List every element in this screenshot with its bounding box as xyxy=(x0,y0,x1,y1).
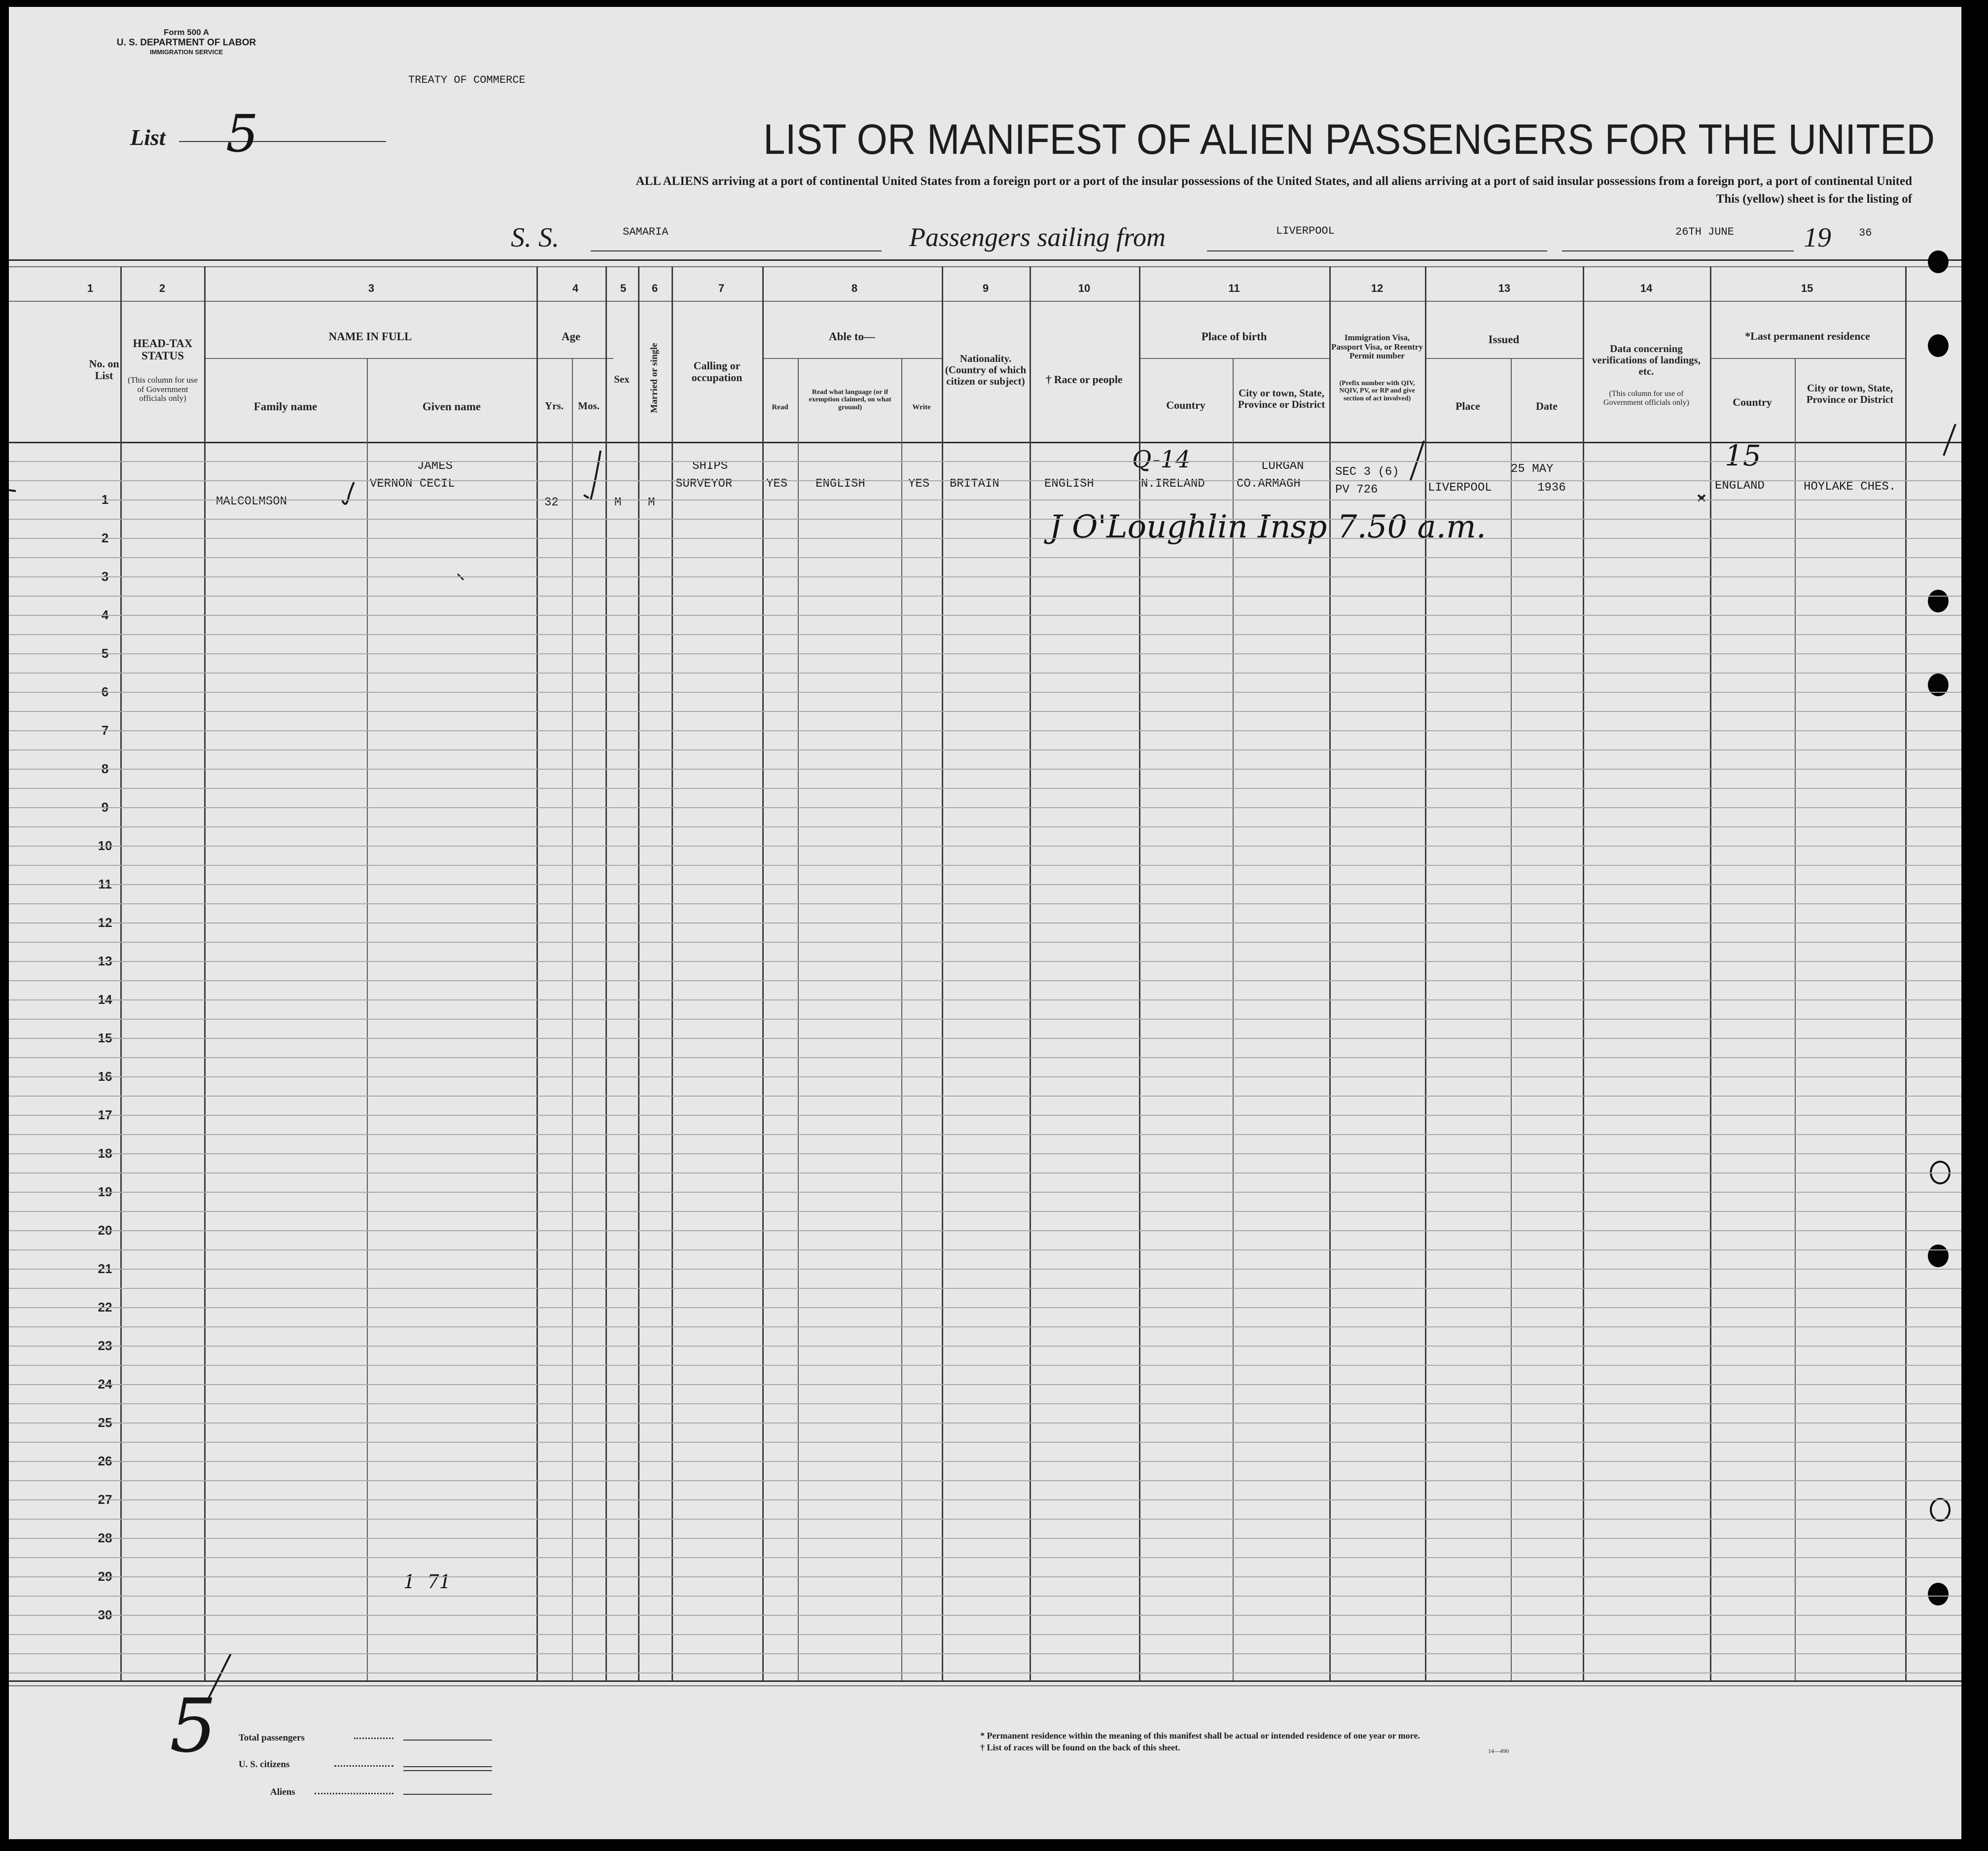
manifest-subtitle-1: ALL ALIENS arriving at a port of continental United States from a foreign port or a port of the insular possessions of the United States, and all aliens arriving at a port of said insular possessions from a foreign port, a port of continental United xyxy=(636,175,1912,188)
manifest-subtitle-2: This (yellow) sheet is for the listing of xyxy=(1716,192,1912,206)
hdr-issued-place: Place xyxy=(1455,400,1481,412)
hdr-read-language: Read what language (or if exemption claimed, on what ground) xyxy=(809,389,891,411)
row-rule xyxy=(9,538,1961,539)
entry-age-yrs: 32 xyxy=(544,496,559,509)
row-rule xyxy=(9,1634,1961,1635)
entry-res-city: HOYLAKE CHES. xyxy=(1804,480,1896,494)
row-number: 30 xyxy=(98,1607,112,1622)
entry-issued-date-1: 25 MAY xyxy=(1511,463,1554,476)
colnum-8: 8 xyxy=(851,282,858,294)
margin-mark xyxy=(9,490,16,491)
row-rule xyxy=(9,730,1961,731)
punch-hole xyxy=(1928,590,1949,612)
row-number: 15 xyxy=(98,1031,112,1045)
row-number: 23 xyxy=(98,1338,112,1353)
footer-dots-1 xyxy=(354,1738,393,1739)
year-prefix: 19 xyxy=(1804,222,1831,253)
hdr-last-residence: *Last permanent residence xyxy=(1745,330,1870,342)
colnum-4: 4 xyxy=(572,282,579,294)
entry-nationality: BRITAIN xyxy=(950,477,999,491)
row-rule xyxy=(9,1134,1961,1135)
row-rule xyxy=(9,1615,1961,1616)
hdr-nationality: Nationality. (Country of which citizen or subject) xyxy=(945,353,1027,388)
row-rule xyxy=(9,884,1961,885)
colnum-7: 7 xyxy=(718,282,725,294)
manifest-title: LIST OR MANIFEST OF ALIEN PASSENGERS FOR THE UNITED xyxy=(763,116,1935,163)
hdr-age-mos: Mos. xyxy=(578,400,600,412)
form-number: Form 500 A xyxy=(164,28,209,37)
row-rule xyxy=(9,653,1961,654)
row-rule xyxy=(9,923,1961,924)
punch-hole xyxy=(1930,1498,1951,1522)
row-rule xyxy=(9,634,1961,635)
colnum-15: 15 xyxy=(1801,282,1813,294)
colnum-14: 14 xyxy=(1640,282,1653,294)
row-rule xyxy=(9,461,1961,462)
dash-mark-mos xyxy=(584,495,589,498)
hdr-head-tax: HEAD-TAX STATUS xyxy=(133,337,193,362)
footer-line-1 xyxy=(403,1740,492,1741)
entry-write: YES xyxy=(908,477,930,491)
row-rule xyxy=(9,1096,1961,1097)
entry-issued-place: LIVERPOOL xyxy=(1428,481,1492,495)
hdr-sex: Sex xyxy=(614,373,630,385)
entry-occupation-2: SURVEYOR xyxy=(675,477,733,491)
footer-us-citizens: U. S. citizens xyxy=(239,1759,290,1770)
handwritten-birth-mark: Q-14 xyxy=(1132,446,1191,473)
row-number: 21 xyxy=(98,1261,112,1276)
hdr-landing: Data concerning verifications of landings, etc. xyxy=(1592,343,1701,378)
colnum-3: 3 xyxy=(368,282,375,294)
footer-note-races: † List of races will be found on the back of this sheet. xyxy=(980,1743,1180,1752)
row-rule xyxy=(9,1192,1961,1193)
footer-line-3 xyxy=(403,1794,492,1795)
row-rule xyxy=(9,826,1961,827)
row-rule xyxy=(9,807,1961,808)
check-mark-mos xyxy=(591,451,601,500)
row-number: 22 xyxy=(98,1300,112,1315)
row-rule xyxy=(9,1596,1961,1597)
row-rule xyxy=(9,1288,1961,1289)
row-number: 17 xyxy=(98,1107,112,1122)
hdr-write: Write xyxy=(912,403,931,411)
row-rule xyxy=(9,865,1961,866)
port-name: LIVERPOOL xyxy=(1276,225,1335,237)
hdr-family-name: Family name xyxy=(253,400,318,413)
row-number: 25 xyxy=(98,1415,112,1430)
row-number: 10 xyxy=(98,838,112,853)
row-number: 6 xyxy=(101,684,109,699)
row-rule xyxy=(9,1038,1961,1039)
hdr-issued-date: Date xyxy=(1536,400,1558,412)
entry-race: ENGLISH xyxy=(1044,477,1094,491)
row-rule xyxy=(9,499,1961,500)
row-number: 13 xyxy=(98,954,112,968)
row-rule xyxy=(9,1557,1961,1558)
row-rule xyxy=(9,749,1961,750)
entry-visa-2: PV 726 xyxy=(1335,483,1378,497)
footer-note-residence: * Permanent residence within the meaning of this manifest shall be actual or intended residence of one year or more. xyxy=(980,1731,1420,1741)
row-number: 7 xyxy=(101,723,109,738)
row-rule xyxy=(9,1403,1961,1404)
row-rule xyxy=(9,1076,1961,1077)
entry-res-country: ENGLAND xyxy=(1715,479,1765,493)
punch-hole xyxy=(1928,334,1949,357)
check-mark-family xyxy=(342,482,354,504)
footer-line-2b xyxy=(403,1770,492,1771)
row-rule xyxy=(9,615,1961,616)
row-rule xyxy=(9,1461,1961,1462)
row-rule xyxy=(9,903,1961,904)
entry-birth-city-2: CO.ARMAGH xyxy=(1237,477,1301,491)
row-rule xyxy=(9,1423,1961,1424)
row-rule xyxy=(9,1269,1961,1270)
row-rule xyxy=(9,673,1961,674)
footer-total-passengers: Total passengers xyxy=(239,1733,305,1743)
list-label: List xyxy=(130,125,166,150)
colnum-1: 1 xyxy=(87,282,94,294)
row-rule xyxy=(9,1307,1961,1308)
row-rule xyxy=(9,557,1961,558)
hdr-birth-city: City or town, State, Province or District xyxy=(1238,387,1325,411)
row-rule xyxy=(9,596,1961,597)
row-rule xyxy=(9,1499,1961,1500)
hdr-place-of-birth: Place of birth xyxy=(1201,330,1267,343)
slash-mark-right xyxy=(1944,424,1955,456)
entry-birth-country: N.IRELAND xyxy=(1141,477,1205,491)
row-rule xyxy=(9,519,1961,520)
hdr-age-yrs: Yrs. xyxy=(545,400,564,412)
row-rule xyxy=(9,1480,1961,1481)
colnum-9: 9 xyxy=(982,282,989,294)
ship-name: SAMARIA xyxy=(623,226,669,238)
hdr-visa: Immigration Visa, Passport Visa, or Reentry Permit number xyxy=(1331,333,1423,361)
footer-dots-2 xyxy=(334,1765,393,1767)
list-number: 5 xyxy=(226,104,259,164)
row-number: 14 xyxy=(98,992,112,1007)
row-number: 24 xyxy=(98,1377,112,1391)
service-name: IMMIGRATION SERVICE xyxy=(149,48,223,56)
row-rule xyxy=(9,480,1961,481)
row-rule xyxy=(9,1211,1961,1212)
handwritten-signature: J O'Loughlin Insp 7.50 a.m. xyxy=(1049,509,1487,545)
hdr-name-in-full: NAME IN FULL xyxy=(328,330,412,343)
row-rule xyxy=(9,1230,1961,1231)
hdr-no-on-list: No. on List xyxy=(89,357,119,382)
colnum-13: 13 xyxy=(1498,282,1511,294)
row-number: 2 xyxy=(101,531,109,545)
sailing-label: Passengers sailing from xyxy=(909,222,1166,252)
row-rule xyxy=(9,961,1961,962)
footer-form-code: 14—490 xyxy=(1488,1747,1509,1754)
colnum-12: 12 xyxy=(1371,282,1384,294)
treaty-stamp: TREATY OF COMMERCE xyxy=(408,74,526,86)
row-number: 1 xyxy=(101,492,109,507)
handwritten-residence-mark: 15 xyxy=(1725,439,1761,472)
row-number: 3 xyxy=(101,569,109,584)
department-name: U. S. DEPARTMENT OF LABOR xyxy=(116,37,256,48)
hdr-birth-country: Country xyxy=(1166,399,1206,411)
row-rule xyxy=(9,711,1961,712)
hdr-calling: Calling or occupation xyxy=(691,359,743,384)
hdr-visa-note: (Prefix number with QIV, NQIV, PV, or RP and give section of act involved) xyxy=(1339,380,1415,402)
colnum-5: 5 xyxy=(620,282,627,294)
hdr-given-name: Given name xyxy=(422,400,481,413)
row-rule xyxy=(9,576,1961,577)
row-rule xyxy=(9,846,1961,847)
row-number: 12 xyxy=(98,915,112,930)
entry-issued-date-2: 1936 xyxy=(1537,481,1566,495)
ss-label: S. S. xyxy=(511,222,559,253)
row-rule xyxy=(9,1115,1961,1116)
row-number: 8 xyxy=(101,761,109,776)
handwritten-row29-note: 1 71 xyxy=(403,1571,451,1593)
row-rule xyxy=(9,1153,1961,1154)
row-number: 20 xyxy=(98,1223,112,1238)
year-suffix: 36 xyxy=(1859,227,1872,239)
hdr-able-to: Able to— xyxy=(829,330,875,343)
entry-given-name-1: JAMES xyxy=(417,460,453,473)
colnum-11: 11 xyxy=(1228,282,1240,294)
row-rule xyxy=(9,980,1961,981)
colnum-6: 6 xyxy=(651,282,658,294)
row-rule xyxy=(9,1576,1961,1577)
footer-dots-3 xyxy=(315,1793,393,1794)
hdr-res-city: City or town, State, Province or District xyxy=(1806,382,1894,406)
row-rule xyxy=(9,1653,1961,1654)
entry-read: YES xyxy=(766,477,788,491)
hdr-landing-note: (This column for use of Government officials only) xyxy=(1603,390,1689,407)
entry-occupation-1: SHIPS xyxy=(692,460,728,473)
hdr-issued: Issued xyxy=(1488,333,1520,346)
row-rule xyxy=(9,999,1961,1000)
row-rule xyxy=(9,1538,1961,1539)
row-rule xyxy=(9,1519,1961,1520)
row-rule xyxy=(9,1442,1961,1443)
colnum-2: 2 xyxy=(159,282,166,294)
punch-hole xyxy=(1928,1583,1949,1605)
row-number: 18 xyxy=(98,1146,112,1161)
row-number: 4 xyxy=(101,607,109,622)
row-rule xyxy=(9,1365,1961,1366)
row-rule xyxy=(9,769,1961,770)
row-rule xyxy=(9,788,1961,789)
entry-sex: M xyxy=(614,496,622,509)
row-rule xyxy=(9,1249,1961,1250)
row-number: 11 xyxy=(98,877,112,891)
entry-given-name-2: VERNON CECIL xyxy=(370,477,455,491)
row-number: 9 xyxy=(101,800,109,815)
entry-married: M xyxy=(648,496,655,509)
punch-hole xyxy=(1928,250,1949,273)
sailing-date: 26TH JUNE xyxy=(1675,226,1734,238)
row-number: 19 xyxy=(98,1184,112,1199)
manifest-sheet xyxy=(9,7,1961,1839)
hdr-res-country: Country xyxy=(1733,396,1772,408)
entry-visa-1: SEC 3 (6) xyxy=(1335,465,1399,479)
hdr-married: Married or single xyxy=(649,343,660,413)
row-number: 29 xyxy=(98,1569,112,1584)
footer-aliens: Aliens xyxy=(270,1787,295,1797)
row-rule xyxy=(9,1326,1961,1327)
row-rule xyxy=(9,692,1961,693)
row-rule xyxy=(9,1019,1961,1020)
entry-language: ENGLISH xyxy=(816,477,865,491)
handwritten-footer-count: 5 xyxy=(170,1683,217,1769)
row-rule xyxy=(9,1173,1961,1174)
hdr-read: Read xyxy=(772,403,788,411)
row-number: 27 xyxy=(98,1492,112,1507)
footer-line-2 xyxy=(403,1766,492,1767)
row-rule xyxy=(9,1384,1961,1385)
hdr-age: Age xyxy=(561,330,581,343)
row-number: 28 xyxy=(98,1531,112,1545)
row-number: 26 xyxy=(98,1454,112,1468)
punch-hole xyxy=(1928,674,1949,696)
row-rule xyxy=(9,1346,1961,1347)
row-number: 16 xyxy=(98,1069,112,1084)
entry-birth-city-1: LURGAN xyxy=(1261,460,1304,473)
hdr-race: † Race or people xyxy=(1046,373,1123,386)
hdr-head-tax-note: (This column for use of Government officials only) xyxy=(127,375,198,403)
row-rule xyxy=(9,942,1961,943)
entry-family-name: MALCOLMSON xyxy=(216,495,287,508)
punch-hole xyxy=(1928,1245,1949,1267)
row-rule xyxy=(9,1057,1961,1058)
row-number: 5 xyxy=(101,646,109,661)
colnum-10: 10 xyxy=(1078,282,1091,294)
